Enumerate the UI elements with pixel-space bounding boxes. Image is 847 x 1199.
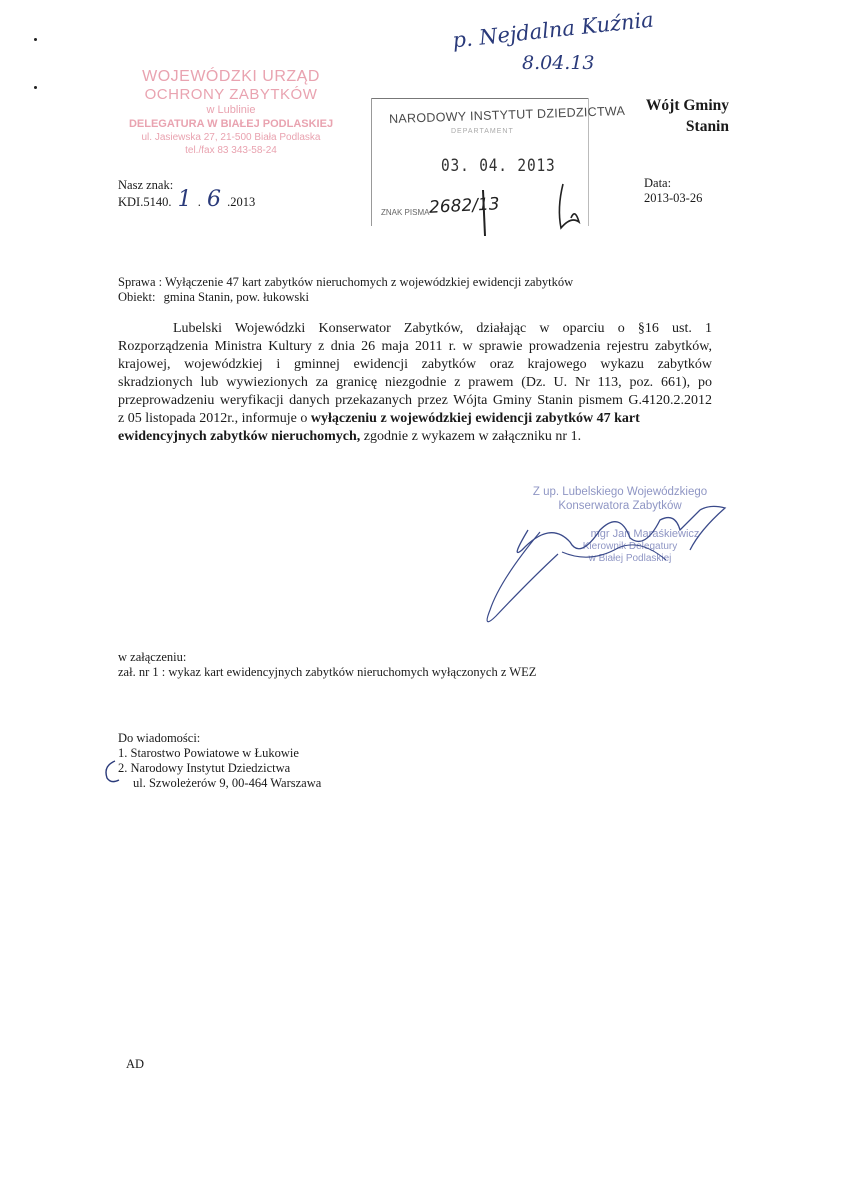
date-label: Data: [644, 176, 672, 190]
attachments-label: w załączeniu: [118, 650, 187, 664]
office-stamp-line: WOJEWÓDZKI URZĄD [142, 68, 320, 85]
signature-stamp-line: mgr Jan Maraśkiewicz [590, 528, 700, 540]
received-stamp [371, 98, 626, 226]
received-stamp-date: 03. 04. 2013 [441, 156, 556, 176]
office-stamp [108, 68, 354, 157]
our-reference: KDI.5140. 1 . 6 .2013 [118, 187, 256, 212]
received-stamp-ref-label: ZNAK PISMA [381, 208, 430, 217]
received-stamp-subtitle: DEPARTAMENT [451, 128, 514, 135]
handwritten-digit: 1 [177, 187, 192, 212]
handwritten-date: 8.04.13 [522, 52, 595, 74]
subject-line: Sprawa : Wyłączenie 47 kart zabytków nieruchomych z wojewódzkiej ewidencji zabytków [118, 275, 574, 289]
signature-stamp-line: w Białej Podlaskiej [588, 553, 672, 564]
margin-dot [34, 86, 37, 89]
office-stamp-line: ul. Jasiewska 27, 21-500 Biała Podlaska [141, 132, 321, 143]
our-reference-label: Nasz znak: [118, 178, 174, 192]
office-stamp-line: DELEGATURA W BIAŁEJ PODLASKIEJ [128, 118, 334, 130]
office-stamp-line: tel./fax 83 343-58-24 [185, 145, 277, 156]
received-stamp-title: NARODOWY INSTYTUT DZIEDZICTWA [388, 103, 626, 127]
recipient-address: ul. Szwoleżerów 9, 00-464 Warszawa [133, 776, 322, 790]
object-line: Obiekt: gmina Stanin, pow. łukowski [118, 290, 309, 304]
margin-dot [34, 38, 37, 41]
received-stamp-scribble [471, 178, 591, 238]
handwritten-digit: 6 [206, 187, 221, 212]
addressee [646, 95, 729, 137]
signature-stamp-line: Z up. Lubelskiego Wojewódzkiego [532, 486, 708, 498]
date-value: 2013-03-26 [644, 191, 703, 205]
recipient-item: 2. Narodowy Instytut Dziedzictwa [118, 761, 291, 775]
office-stamp-line: OCHRONY ZABYTKÓW [144, 86, 318, 103]
signature-stamp-line: Konserwatora Zabytków [558, 500, 682, 512]
office-stamp-line: w Lublinie [206, 104, 256, 116]
signature [470, 490, 740, 640]
recipient-item: 1. Starostwo Powiatowe w Łukowie [118, 746, 299, 760]
handwritten-note-line1: p. Nejdalna Kuźnia [451, 7, 655, 53]
addressee-line2: Stanin [685, 118, 729, 135]
check-mark [101, 758, 123, 786]
addressee-line1: Wójt Gminy [645, 97, 729, 114]
handwritten-note [451, 8, 654, 53]
received-stamp-ref-value: 2682/13 [428, 194, 501, 218]
author-initials: AD [126, 1057, 145, 1071]
letter-body: Lubelski Wojewódzki Konserwator Zabytków, działając w oparciu o §16 ust. 1 Rozporządzenia Ministra Kultury z dnia 26 maja 2011 r. w sprawie prowadzenia rejestru zabytków, krajowej, wojewódzkiej i gminnej ewidencji zabytków oraz krajowego wykazu zabytków skradzionych lub wywiezionych za granicę niezgodnie z prawem (Dz. U. Nr 113, poz. 661), po przeprowadzeniu weryfikacji danych przekazanych przez Wójta Gminy Stanin pismem G.4120.2.2012 z 05 listopada 2012r., informuje o wyłączeniu z wojewódzkiej ewidencji zabytków 47 kart ewidencyjnych zabytków nieruchomych, zgodnie z wykazem w załączniku nr 1. [118, 321, 712, 444]
recipients-label: Do wiadomości: [118, 731, 201, 745]
attachment-item: zał. nr 1 : wykaz kart ewidencyjnych zabytków nieruchomych wyłączonych z WEZ [118, 665, 537, 679]
signature-stamp-line: Kierownik Delegatury [582, 541, 678, 552]
